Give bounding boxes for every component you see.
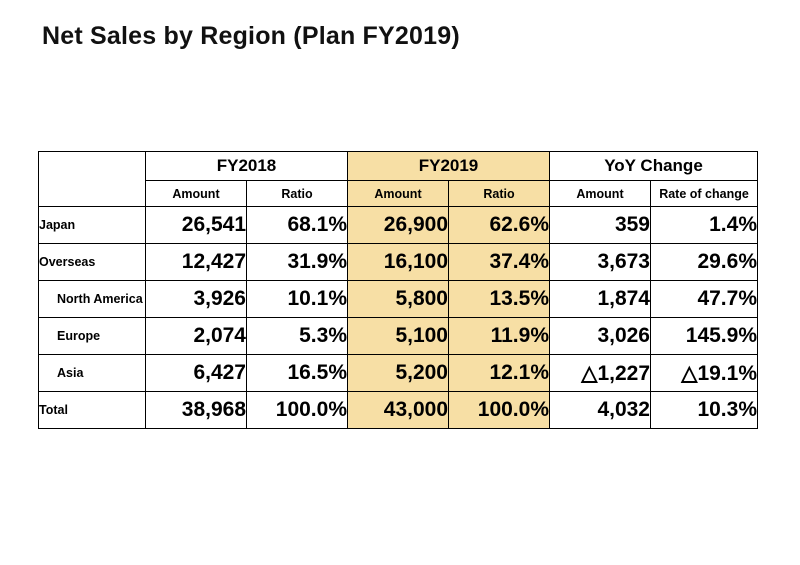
cell-japan-fy2019-amount: 26,900 [348, 207, 449, 244]
cell-asia-fy2019-ratio: 12.1% [449, 355, 550, 392]
table-row [39, 244, 758, 281]
cell-overseas-fy2018-ratio: 31.9% [247, 244, 348, 281]
cell-japan-yoy-amount: 359 [550, 207, 651, 244]
table-row [39, 318, 758, 355]
cell-japan-fy2018-ratio: 68.1% [247, 207, 348, 244]
cell-asia-fy2019-amount: 5,200 [348, 355, 449, 392]
cell-total-fy2018-ratio: 100.0% [247, 392, 348, 429]
cell-north-america-yoy-rate: 47.7% [651, 281, 758, 318]
cell-overseas-fy2019-amount: 16,100 [348, 244, 449, 281]
cell-asia-fy2018-amount: 6,427 [146, 355, 247, 392]
column-header-fy2019-ratio: Ratio [449, 181, 550, 207]
cell-overseas-fy2019-ratio: 37.4% [449, 244, 550, 281]
cell-japan-yoy-rate: 1.4% [651, 207, 758, 244]
cell-europe-fy2019-ratio: 11.9% [449, 318, 550, 355]
row-label-europe: Europe [39, 318, 146, 355]
net-sales-table-container [38, 151, 758, 429]
cell-europe-yoy-amount: 3,026 [550, 318, 651, 355]
column-header-fy2019-amount: Amount [348, 181, 449, 207]
cell-total-fy2019-ratio: 100.0% [449, 392, 550, 429]
cell-asia-yoy-rate: △19.1% [651, 355, 758, 392]
row-label-japan: Japan [39, 207, 146, 244]
cell-japan-fy2018-amount: 26,541 [146, 207, 247, 244]
cell-north-america-fy2018-amount: 3,926 [146, 281, 247, 318]
cell-total-yoy-rate: 10.3% [651, 392, 758, 429]
row-label-total: Total [39, 392, 146, 429]
row-label-north-america: North America [39, 281, 146, 318]
cell-europe-fy2019-amount: 5,100 [348, 318, 449, 355]
column-header-yoy-amount: Amount [550, 181, 651, 207]
cell-overseas-yoy-rate: 29.6% [651, 244, 758, 281]
group-header-yoy-change: YoY Change [550, 152, 758, 181]
row-label-asia: Asia [39, 355, 146, 392]
net-sales-table [38, 151, 758, 429]
cell-north-america-fy2018-ratio: 10.1% [247, 281, 348, 318]
cell-total-fy2018-amount: 38,968 [146, 392, 247, 429]
table-body [39, 207, 758, 429]
cell-north-america-yoy-amount: 1,874 [550, 281, 651, 318]
table-header [39, 152, 758, 207]
sub-header-row [39, 181, 758, 207]
cell-europe-fy2018-amount: 2,074 [146, 318, 247, 355]
cell-europe-fy2018-ratio: 5.3% [247, 318, 348, 355]
cell-europe-yoy-rate: 145.9% [651, 318, 758, 355]
header-corner-cell [39, 152, 146, 207]
table-row [39, 281, 758, 318]
group-header-fy2018: FY2018 [146, 152, 348, 181]
group-header-fy2019: FY2019 [348, 152, 550, 181]
table-row [39, 207, 758, 244]
group-header-row [39, 152, 758, 181]
table-row [39, 355, 758, 392]
row-label-overseas: Overseas [39, 244, 146, 281]
table-row-total [39, 392, 758, 429]
cell-north-america-fy2019-amount: 5,800 [348, 281, 449, 318]
cell-total-fy2019-amount: 43,000 [348, 392, 449, 429]
cell-overseas-fy2018-amount: 12,427 [146, 244, 247, 281]
cell-total-yoy-amount: 4,032 [550, 392, 651, 429]
column-header-fy2018-amount: Amount [146, 181, 247, 207]
cell-overseas-yoy-amount: 3,673 [550, 244, 651, 281]
cell-asia-yoy-amount: △1,227 [550, 355, 651, 392]
cell-north-america-fy2019-ratio: 13.5% [449, 281, 550, 318]
column-header-yoy-rate-of-change: Rate of change [651, 181, 758, 207]
cell-japan-fy2019-ratio: 62.6% [449, 207, 550, 244]
page-title: Net Sales by Region (Plan FY2019) [42, 22, 460, 50]
cell-asia-fy2018-ratio: 16.5% [247, 355, 348, 392]
column-header-fy2018-ratio: Ratio [247, 181, 348, 207]
